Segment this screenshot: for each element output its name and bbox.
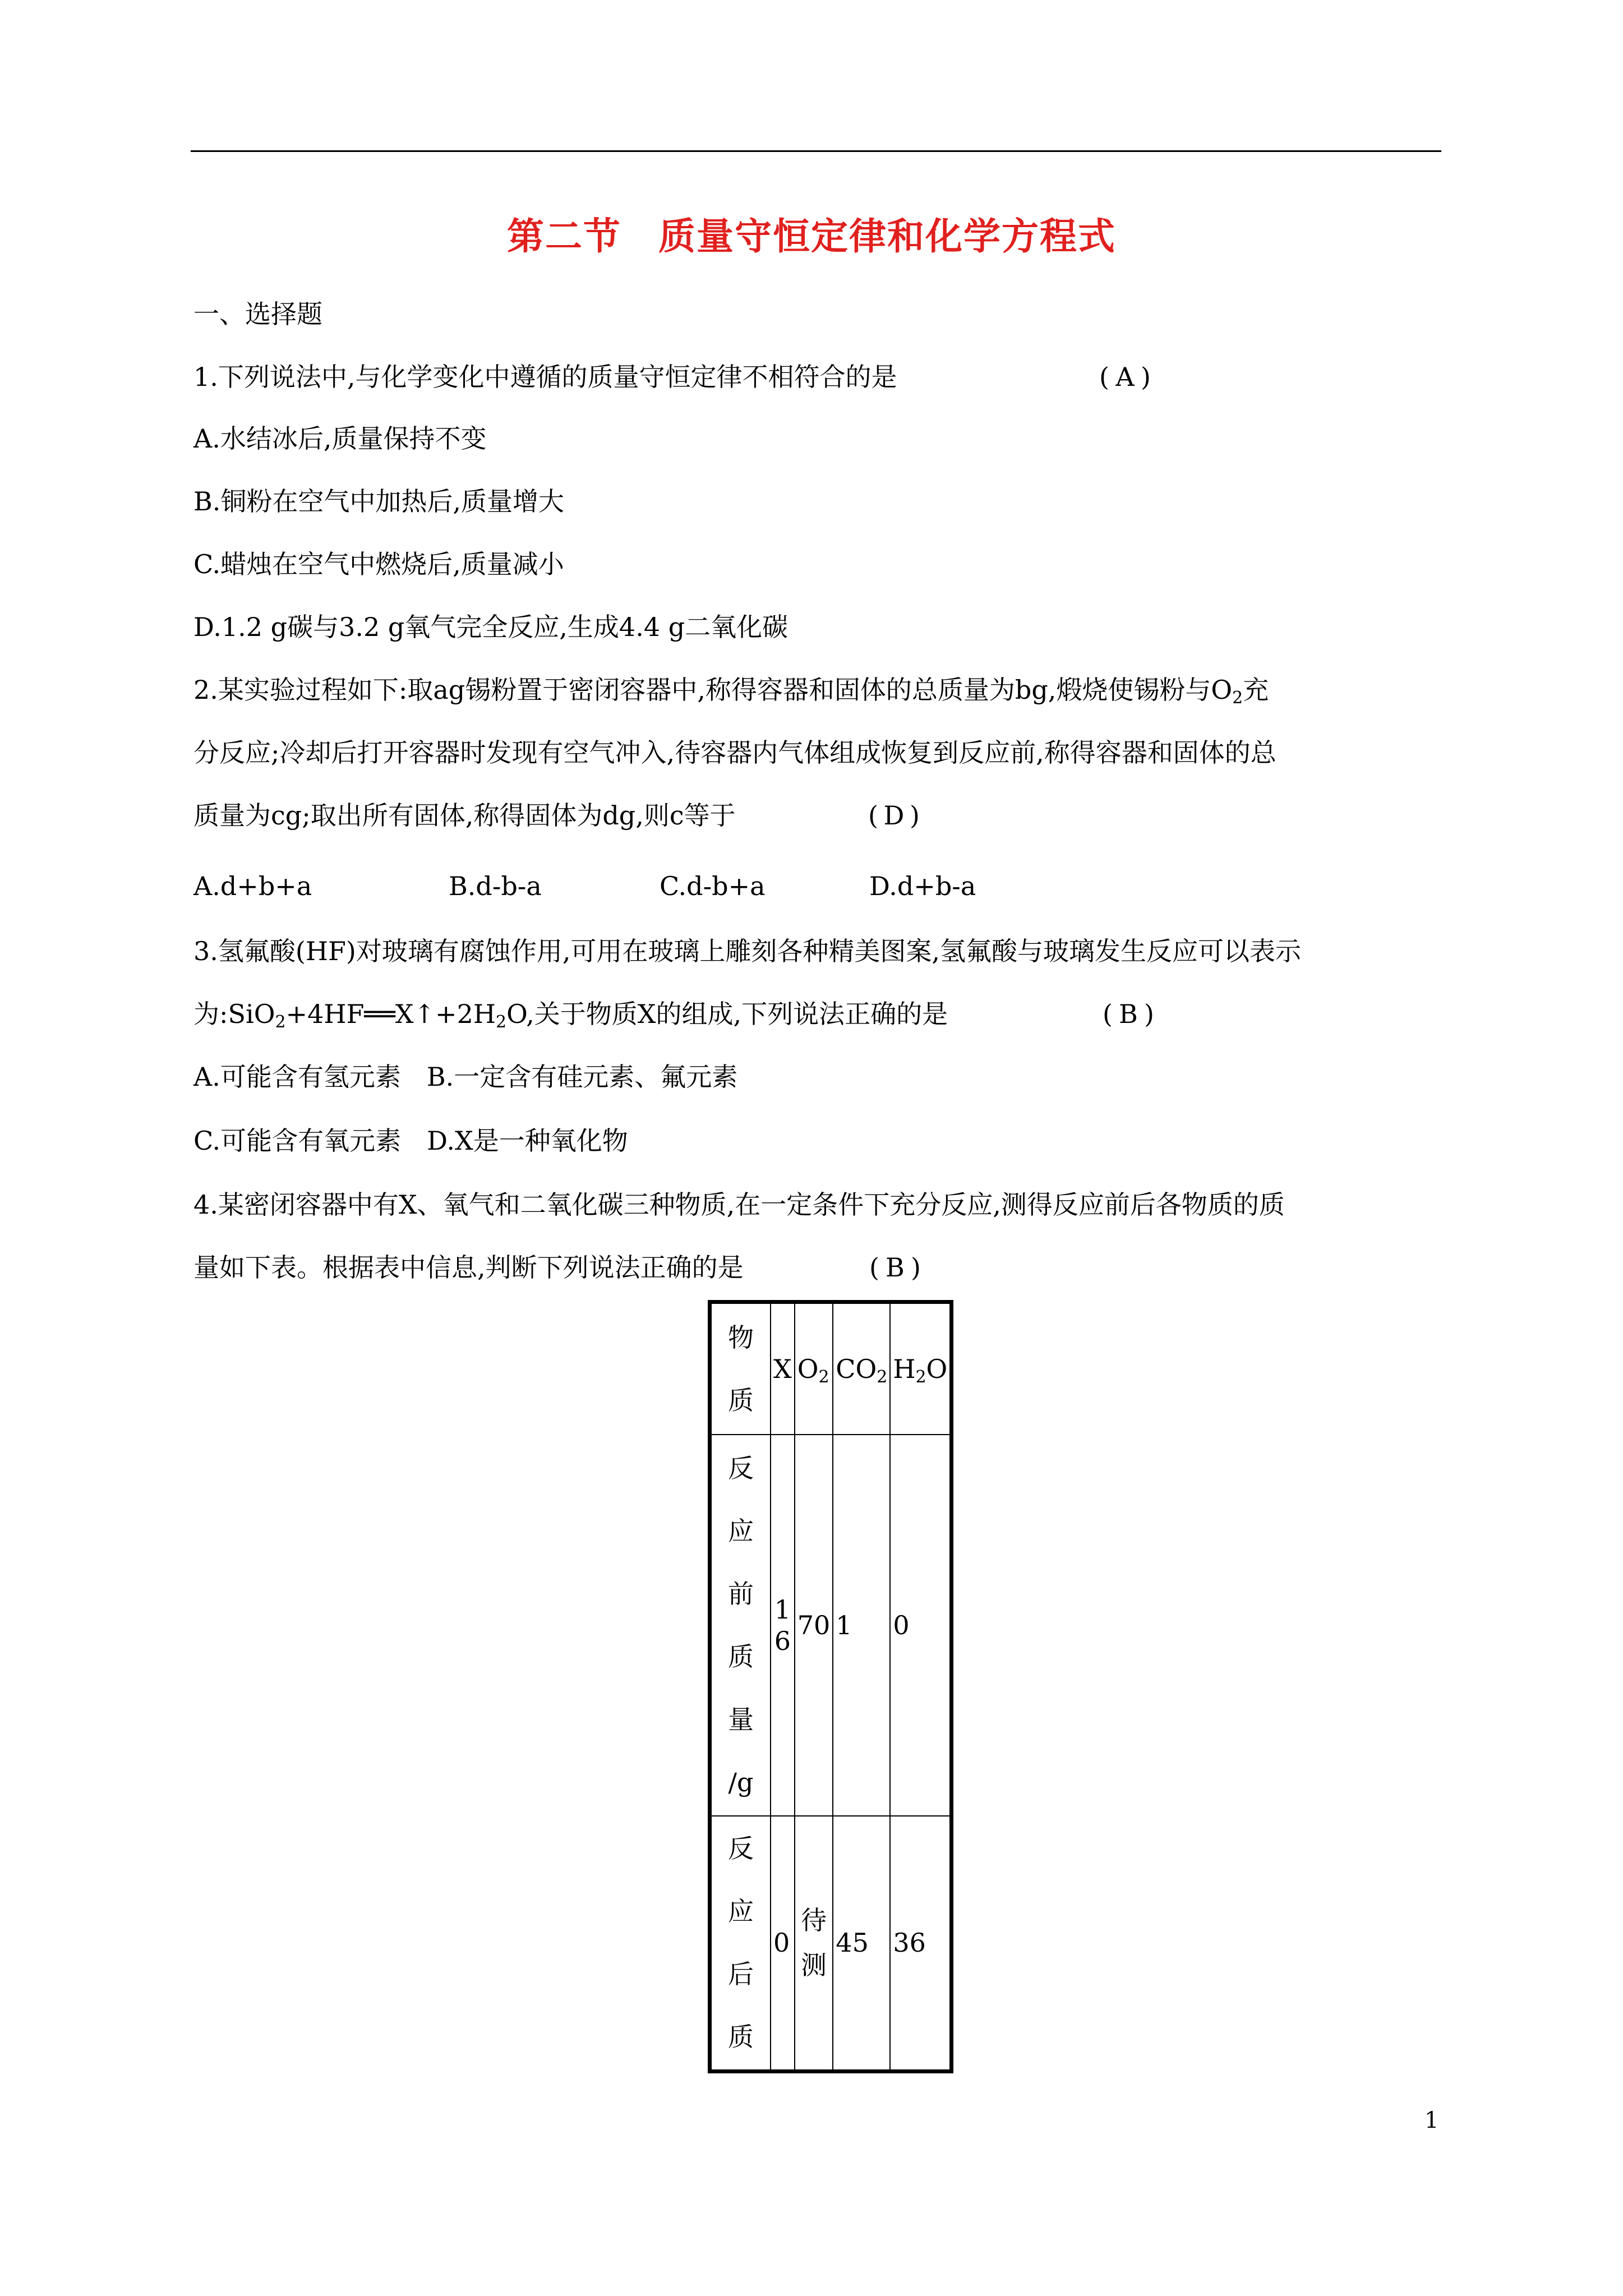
table-row-after — [710, 1816, 952, 2072]
q1-answer-letter: A — [1115, 362, 1135, 392]
q1-option-c: C.蜡烛在空气中燃烧后,质量减小 — [193, 549, 564, 579]
table-header-row — [710, 1302, 952, 1435]
q1-option-b: B.铜粉在空气中加热后,质量增大 — [193, 486, 565, 517]
table-cell-after-h2o: 36 — [890, 1816, 951, 2072]
q2-answer: ( D ) — [868, 799, 920, 832]
table-header-h2o: $H_2O$ — [890, 1302, 951, 1435]
q1-option-d: D.1.2 g碳与3.2 g氧气完全反应,生成4.4 g二氧化碳 — [193, 612, 789, 642]
table-row-before-label: 反 应 前 质 量 /g — [710, 1435, 771, 1816]
q2-answer-letter: D — [883, 800, 905, 831]
q2-option-d: D.d+b-a — [869, 871, 976, 901]
q3-line-1: 3.氢氟酸(HF)对玻璃有腐蚀作用,可用在玻璃上雕刻各种精美图案,氢氟酸与玻璃发生反应可以表示 — [193, 936, 1302, 966]
page-number: 1 — [1424, 2108, 1439, 2133]
q4-line-1: 4.某密闭容器中有X、氧气和二氧化碳三种物质,在一定条件下充分反应,测得反应前后各物质的质 — [193, 1190, 1285, 1220]
table-row-after-label: 反 应 后 质 — [710, 1816, 771, 2072]
q4-line-2: 量如下表。根据表中信息,判断下列说法正确的是 — [193, 1252, 744, 1283]
q3-options-row-1: A.可能含有氢元素 B.一定含有硅元素、氟元素 — [193, 1062, 738, 1092]
table-cell-after-x: 0 — [771, 1816, 795, 2072]
table-cell-before-co2: 1 — [833, 1435, 890, 1816]
page-title — [0, 206, 1623, 260]
q2-line-3: 质量为cg;取出所有固体,称得固体为dg,则c等于 — [193, 800, 736, 831]
table-row-before — [710, 1435, 952, 1816]
q1-option-a: A.水结冰后,质量保持不变 — [193, 423, 487, 454]
title-section-number: 第二节 — [507, 215, 621, 258]
table-cell-before-x: 1 6 — [771, 1435, 795, 1816]
table-cell-after-o2: 待 测 — [795, 1816, 833, 2072]
table-cell-before-o2: 70 — [795, 1435, 833, 1816]
q2-option-b: B.d-b-a — [449, 871, 542, 901]
table-header-x: X — [771, 1302, 795, 1435]
table-header-o2: $O_2$ — [795, 1302, 833, 1435]
q3-answer-letter: B — [1119, 999, 1138, 1029]
q3-line-2: 为$:SiO_2+4HF══X↑+2H_2O$,关于物质X的组成,下列说法正确的是 — [193, 999, 948, 1032]
table-cell-before-h2o: 0 — [890, 1435, 951, 1816]
q3-options-row-2: C.可能含有氧元素 D.X是一种氧化物 — [193, 1126, 628, 1156]
q2-option-c: C.d-b+a — [660, 871, 766, 901]
header-rule — [191, 150, 1441, 152]
table-header-substance: 物 质 — [710, 1302, 771, 1435]
q1-answer: ( A ) — [1099, 360, 1151, 394]
table-cell-after-co2: 45 — [833, 1816, 890, 2072]
q1-stem: 1.下列说法中,与化学变化中遵循的质量守恒定律不相符合的是 — [193, 362, 897, 392]
q4-answer: ( B ) — [869, 1251, 921, 1284]
section-heading: 一、选择题 — [193, 299, 322, 329]
table-header-co2: $CO_2$ — [833, 1302, 890, 1435]
mass-data-table — [708, 1300, 953, 2073]
q2-line-1: 2.某实验过程如下:取ag锡粉置于密闭容器中,称得容器和固体的总质量为bg,煅烧使锡粉与$O_2$充 — [193, 675, 1269, 708]
q2-option-a: A.d+b+a — [193, 871, 312, 901]
q2-line-2: 分反应;冷却后打开容器时发现有空气冲入,待容器内气体组成恢复到反应前,称得容器和固体的总 — [193, 737, 1276, 768]
q4-answer-letter: B — [886, 1252, 905, 1283]
q3-answer: ( B ) — [1103, 997, 1154, 1031]
title-text: 质量守恒定律和化学方程式 — [658, 215, 1116, 258]
